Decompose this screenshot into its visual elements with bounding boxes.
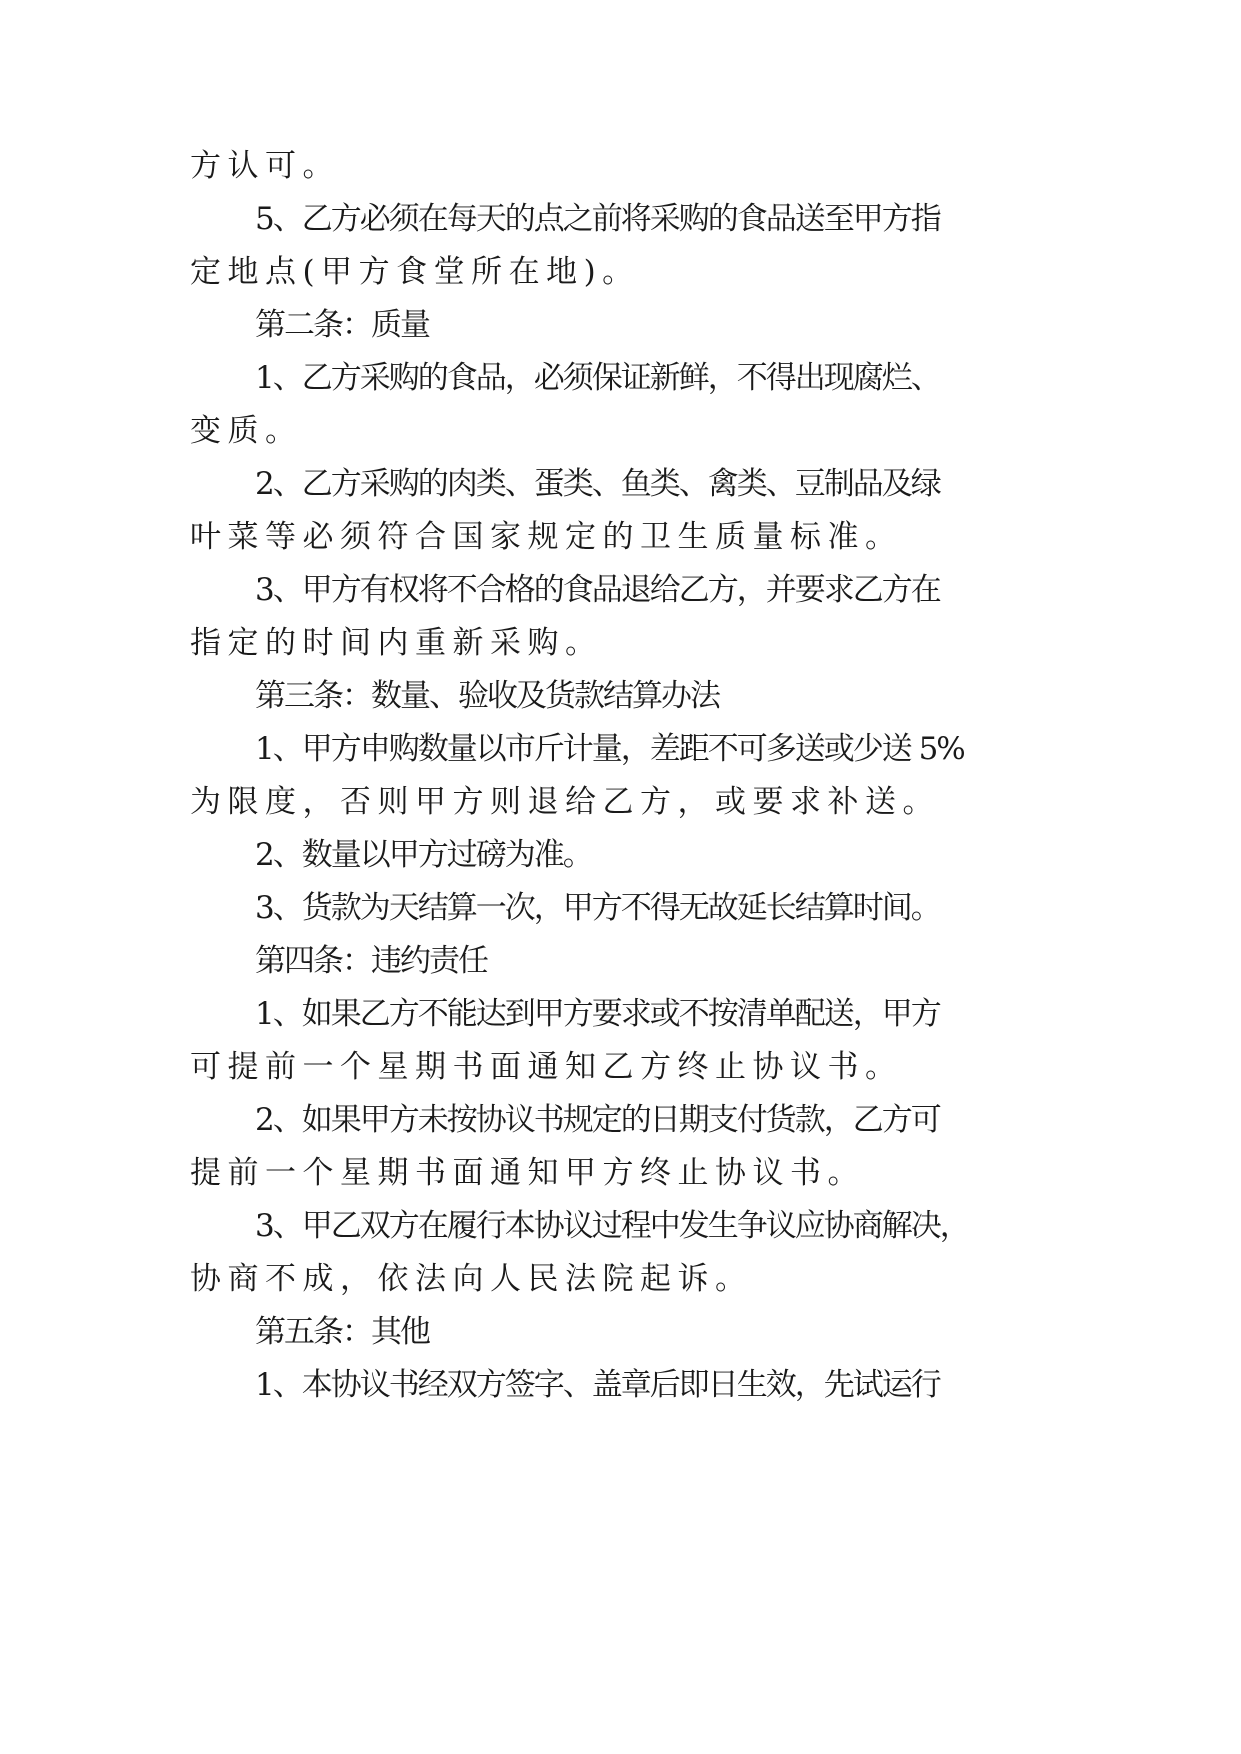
text-line: 5、乙方必须在每天的点之前将采购的食品送至甲方指 bbox=[255, 201, 940, 237]
text-line: 提前一个星期书面通知甲方终止协议书。 bbox=[190, 1155, 865, 1191]
section-heading: 第五条：其他 bbox=[255, 1314, 429, 1350]
text-line: 1、甲方申购数量以市斤计量，差距不可多送或少送 5% bbox=[255, 731, 964, 767]
text-line: 2、如果甲方未按协议书规定的日期支付货款，乙方可 bbox=[255, 1102, 940, 1138]
text-line: 指定的时间内重新采购。 bbox=[190, 625, 603, 661]
text-line: 叶菜等必须符合国家规定的卫生质量标准。 bbox=[190, 519, 903, 555]
text-line: 3、货款为天结算一次，甲方不得无故延长结算时间。 bbox=[255, 890, 940, 926]
text-line: 1、乙方采购的食品，必须保证新鲜，不得出现腐烂、 bbox=[255, 360, 940, 396]
text-line: 定地点(甲方食堂所在地)。 bbox=[190, 254, 640, 290]
section-heading: 第四条：违约责任 bbox=[255, 943, 487, 979]
text-line: 3、甲乙双方在履行本协议过程中发生争议应协商解决， bbox=[255, 1208, 969, 1244]
text-line: 2、乙方采购的肉类、蛋类、鱼类、禽类、豆制品及绿 bbox=[255, 466, 940, 502]
section-heading: 第三条：数量、验收及货款结算办法 bbox=[255, 678, 719, 714]
text-line: 1、本协议书经双方签字、盖章后即日生效，先试运行 bbox=[255, 1367, 940, 1403]
text-line: 方认可。 bbox=[190, 148, 340, 184]
text-line: 为限度，否则甲方则退给乙方，或要求补送。 bbox=[190, 784, 940, 820]
text-line: 3、甲方有权将不合格的食品退给乙方，并要求乙方在 bbox=[255, 572, 940, 608]
text-line: 变质。 bbox=[190, 413, 303, 449]
section-heading: 第二条：质量 bbox=[255, 307, 429, 343]
text-line: 可提前一个星期书面通知乙方终止协议书。 bbox=[190, 1049, 903, 1085]
text-line: 2、数量以甲方过磅为准。 bbox=[255, 837, 592, 873]
text-line: 协商不成，依法向人民法院起诉。 bbox=[190, 1261, 753, 1297]
text-line: 1、如果乙方不能达到甲方要求或不按清单配送，甲方 bbox=[255, 996, 940, 1032]
